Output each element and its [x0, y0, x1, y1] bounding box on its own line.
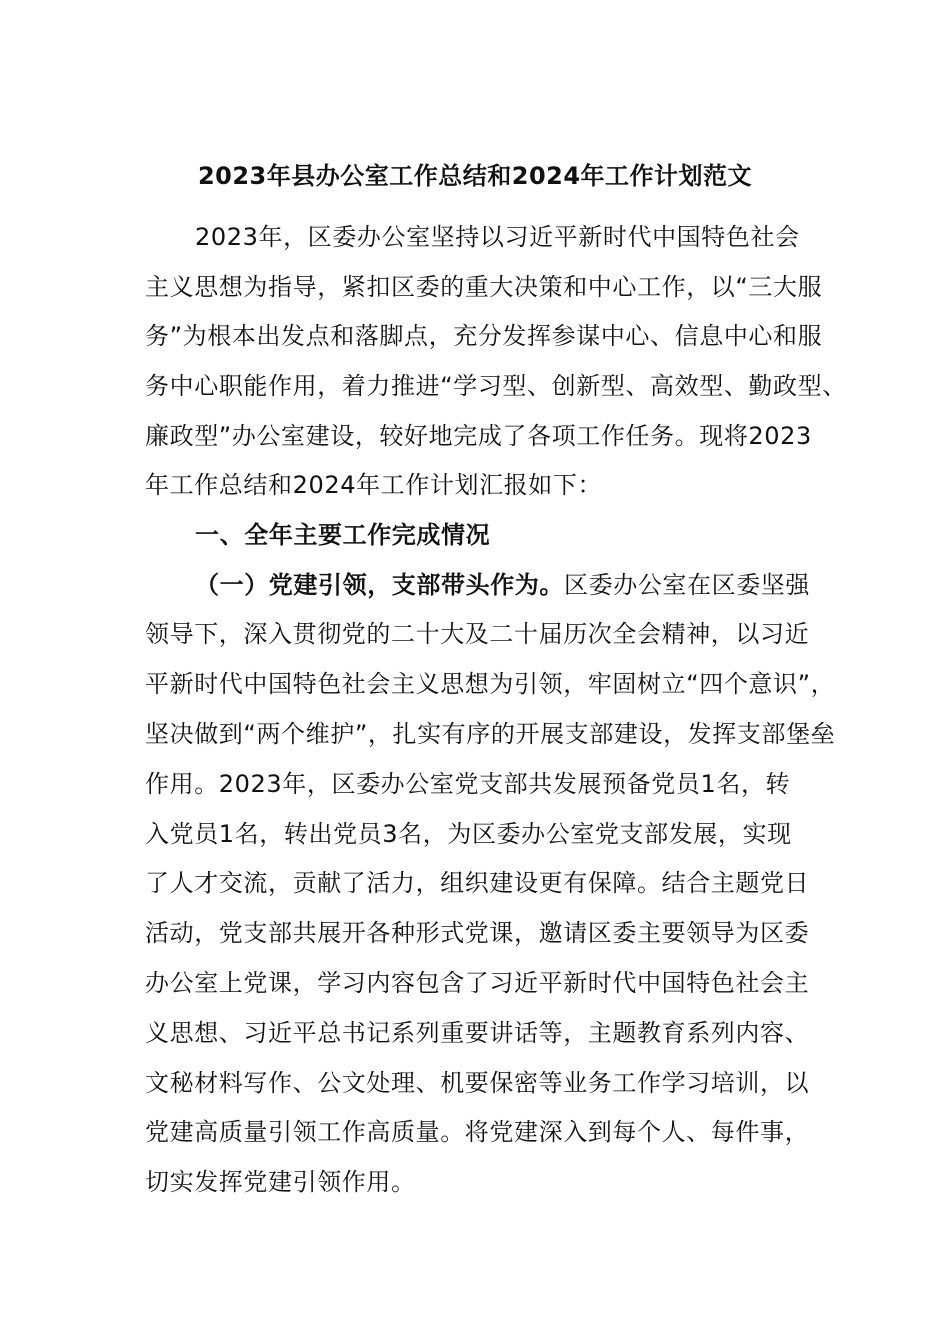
body-line-2: 平新时代中国特色社会主义思想为引领，牢固树立“四个意识”，: [145, 670, 836, 698]
intro-line-5: 廉政型”办公室建设，较好地完成了各项工作任务。现将2023: [145, 422, 812, 450]
section-heading: 一、全年主要工作完成情况: [195, 521, 491, 549]
body-line-10: 文秘材料写作、公文处理、机要保密等业务工作学习培训，以: [145, 1069, 810, 1097]
body-line-3: 坚决做到“两个维护”，扎实有序的开展支部建设，发挥支部堡垒: [145, 720, 836, 748]
body-line-1: 领导下，深入贯彻党的二十大及二十届历次全会精神，以习近: [145, 620, 810, 648]
intro-line-6: 年工作总结和2024年工作计划汇报如下：: [145, 471, 603, 499]
intro-line-2: 主义思想为指导，紧扣区委的重大决策和中心工作，以“三大服: [145, 273, 823, 301]
body-line-7: 活动，党支部共展开各种形式党课，邀请区委主要领导为区委: [145, 919, 810, 947]
body-line-4: 作用。2023年，区委办公室党支部共发展预备党员1名，转: [145, 770, 791, 798]
subsection-lead-text: 区委办公室在区委坚强: [564, 571, 810, 599]
body-line-5: 入党员1名，转出党员3名，为区委办公室党支部发展，实现: [145, 820, 792, 848]
body-line-9: 义思想、习近平总书记系列重要讲话等，主题教育系列内容、: [145, 1019, 810, 1047]
intro-line-1: 2023年，区委办公室坚持以习近平新时代中国特色社会: [195, 223, 800, 251]
body-line-8: 办公室上党课，学习内容包含了习近平新时代中国特色社会主: [145, 969, 810, 997]
intro-line-3: 务”为根本出发点和落脚点，充分发挥参谋中心、信息中心和服: [145, 322, 823, 350]
body-line-11: 党建高质量引领工作高质量。将党建深入到每个人、每件事，: [145, 1118, 810, 1146]
body-line-6: 了人才交流，贡献了活力，组织建设更有保障。结合主题党日: [145, 869, 810, 897]
document-title: 2023年县办公室工作总结和2024年工作计划范文: [197, 162, 753, 190]
subsection-heading: （一）党建引领，支部带头作为。: [195, 571, 564, 599]
body-line-12: 切实发挥党建引领作用。: [145, 1168, 416, 1196]
intro-line-4: 务中心职能作用，着力推进“学习型、创新型、高效型、勤政型、: [145, 372, 847, 400]
subsection-first-line: [195, 568, 810, 602]
